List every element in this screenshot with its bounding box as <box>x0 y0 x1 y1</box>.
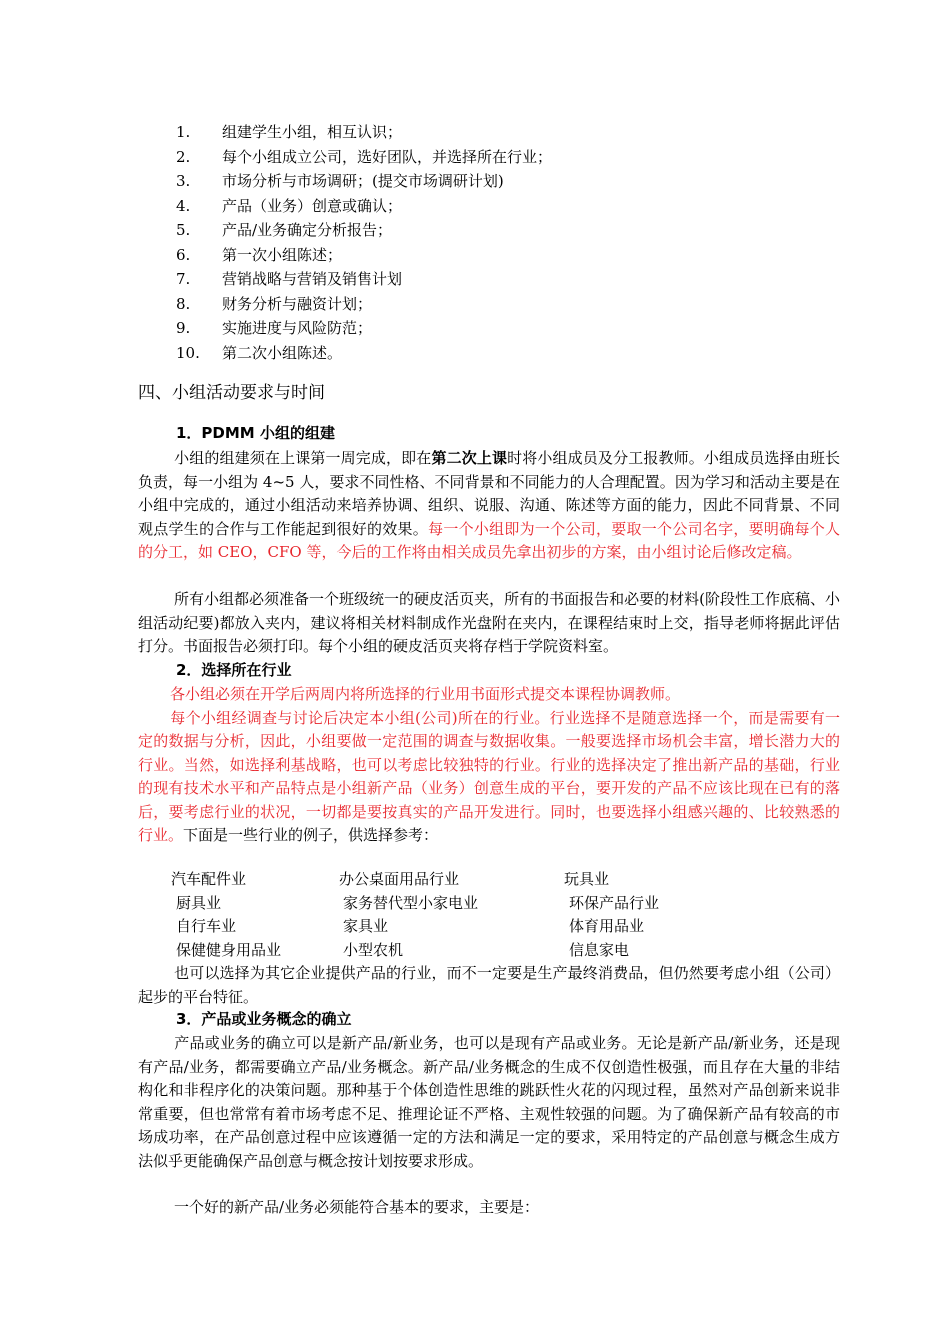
paragraph: 产品或业务的确立可以是新产品/新业务，也可以是现有产品或业务。无论是新产品/新业务，还是现有产品/业务，都需要确立产品/业务概念。新产品/业务概念的生成不仅创造性极强，而且存在大量的非结构化和非程序化的决策问题。那种基于个体创造性思维的跳跃性火花的闪现过程，虽然对产品创新来说非常重要，但也常常有着市场考虑不足、推理论证不严格、主观性较强的问题。为了确保新产品有较高的市场成功率，在产品创意过程中应该遵循一定的方法和满足一定的要求，采用特定的产品创意与概念生成方法似乎更能确保产品创意与概念按计划按要求形成。 <box>138 1034 840 1170</box>
list-text: 组建学生小组，相互认识； <box>222 123 403 141</box>
section-heading: 四、小组活动要求与时间 <box>138 383 325 403</box>
list-number: 3. <box>176 172 191 190</box>
industry-examples <box>0 868 950 964</box>
paragraph: 每个小组经调查与讨论后决定本小组(公司)所在的行业。行业选择不是随意选择一个，而是需要有一定的数据与分析，因此，小组要做一定范围的调查与数据收集。一般要选择市场机会丰富，增长潜力大的行业。当然，如选择利基战略，也可以考虑比较独特的行业。行业的选择决定了推出新产品的基础，行业的现有技术水平和产品特点是小组新产品（业务）创意生成的平台，要开发的产品不应该比现在已有的落后，要考虑行业的状况，一切都是要按真实的产品开发进行。同时，也要选择小组感兴趣的、比较熟悉的行业。下面是一些行业的例子，供选择参考： <box>138 708 840 844</box>
subsection-heading-3: 3．产品或业务概念的确立 <box>176 1010 352 1028</box>
industry-item: 办公桌面用品行业 <box>339 870 460 888</box>
list-number: 7. <box>176 270 191 288</box>
paragraph: 一个好的新产品/业务必须能符合基本的要求，主要是： <box>174 1198 540 1216</box>
list-text: 第二次小组陈述。 <box>222 343 343 362</box>
list-number: 2. <box>176 147 191 166</box>
list-text: 产品/业务确定分析报告； <box>222 221 393 239</box>
industry-item: 信息家电 <box>569 940 630 959</box>
list-number: 8. <box>176 294 191 313</box>
industry-item: 小型农机 <box>343 940 404 959</box>
list-number: 6. <box>176 245 191 264</box>
subsection-heading-1: 1．PDMM 小组的组建 <box>176 424 335 442</box>
industry-item: 环保产品行业 <box>569 893 660 912</box>
industry-item: 保健健身用品业 <box>176 940 282 959</box>
industry-item: 体育用品业 <box>569 917 645 935</box>
list-number: 4. <box>176 196 191 215</box>
list-number: 5. <box>176 221 191 239</box>
list-number: 9. <box>176 319 191 337</box>
list-text: 实施进度与风险防范； <box>222 319 373 337</box>
list-text: 每个小组成立公司，选好团队，并选择所在行业； <box>222 147 553 166</box>
industry-item: 家务替代型小家电业 <box>343 893 479 912</box>
list-text: 产品（业务）创意或确认； <box>222 196 403 215</box>
list-text: 财务分析与融资计划； <box>222 294 373 313</box>
paragraph: 所有小组都必须准备一个班级统一的硬皮活页夹，所有的书面报告和必要的材料(阶段性工作底稿、小组活动纪要)都放入夹内，建议将相关材料制成作光盘附在夹内，在课程结束时上交，指导老师将据此评估打分。书面报告必须打印。每个小组的硬皮活页夹将存档于学院资料室。 <box>138 590 840 655</box>
list-number: 1. <box>176 123 191 141</box>
list-number: 10. <box>176 343 200 362</box>
paragraph: 也可以选择为其它企业提供产品的行业，而不一定要是生产最终消费品，但仍然要考虑小组（公司）起步的平台特征。 <box>138 964 840 1006</box>
industry-item: 汽车配件业 <box>171 870 247 888</box>
list-text: 第一次小组陈述； <box>222 245 343 264</box>
industry-item: 家具业 <box>343 917 389 935</box>
paragraph: 各小组必须在开学后两周内将所选择的行业用书面形式提交本课程协调教师。 <box>170 685 681 703</box>
industry-item: 厨具业 <box>176 893 222 912</box>
industry-item: 自行车业 <box>176 917 237 935</box>
list-text: 市场分析与市场调研；(提交市场调研计划) <box>222 172 504 190</box>
list-text: 营销战略与营销及销售计划 <box>222 270 403 288</box>
subsection-heading-2: 2．选择所在行业 <box>176 661 292 679</box>
paragraph: 小组的组建须在上课第一周完成，即在第二次上课时将小组成员及分工报教师。小组成员选择由班长负责，每一小组为 4~5 人，要求不同性格、不同背景和不同能力的人合理配置。因为学习和活动主要是在小组中完成的，通过小组活动来培养协调、组织、说服、沟通、陈述等方面的能力，因此不同背景、不同观点学生的合作与工作能起到很好的效果。每一个小组即为一个公司，要取一个公司名字，要明确每个人的分工，如 CEO，CFO 等，今后的工作将由相关成员先拿出初步的方案，由小组讨论后修改定稿。 <box>138 449 840 561</box>
industry-item: 玩具业 <box>564 870 610 888</box>
